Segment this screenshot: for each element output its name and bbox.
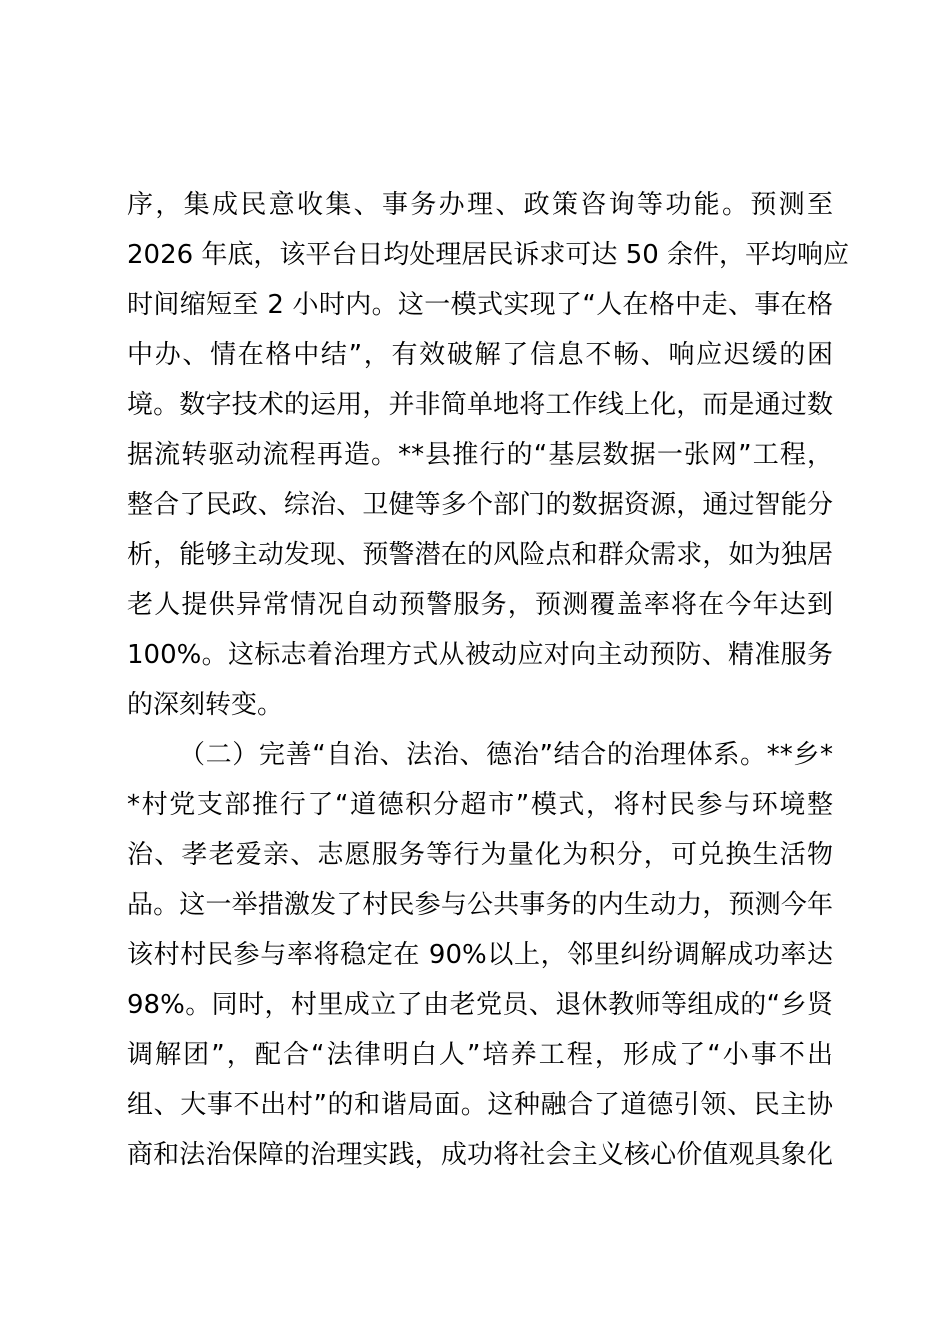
text-line: 品。这一举措激发了村民参与公共事务的内生动力，预测今年 [127,890,833,920]
text-line: 该村村民参与率将稳定在 90%以上，邻里纠纷调解成功率达 [127,940,833,970]
text-line: 组、大事不出村”的和谐局面。这种融合了道德引领、民主协 [127,1090,833,1120]
text-line: 2026 年底，该平台日均处理居民诉求可达 50 余件，平均响应 [127,240,850,270]
text-line: 境。数字技术的运用，并非简单地将工作线上化，而是通过数 [127,390,833,420]
text-line: 商和法治保障的治理实践，成功将社会主义核心价值观具象化 [127,1140,833,1170]
paragraph-digital-governance [127,180,850,730]
document-page [127,180,850,1180]
text-line: 治、孝老爱亲、志愿服务等行为量化为积分，可兑换生活物 [127,840,833,870]
text-line: 的深刻转变。 [127,690,284,720]
text-line: 析，能够主动发现、预警潜在的风险点和群众需求，如为独居 [127,540,833,570]
text-line: 据流转驱动流程再造。**县推行的“基层数据一张网”工程， [127,440,833,470]
text-line: *村党支部推行了“道德积分超市”模式，将村民参与环境整 [127,790,833,820]
text-line: 98%。同时，村里成立了由老党员、退休教师等组成的“乡贤 [127,990,833,1020]
section-heading-line: （二）完善“自治、法治、德治”结合的治理体系。**乡* [179,740,833,770]
text-line: 整合了民政、综治、卫健等多个部门的数据资源，通过智能分 [127,490,833,520]
text-line: 中办、情在格中结”，有效破解了信息不畅、响应迟缓的困 [127,340,833,370]
paragraph-governance-system [127,730,833,1180]
text-line: 100%。这标志着治理方式从被动应对向主动预防、精准服务 [127,640,833,670]
text-line: 时间缩短至 2 小时内。这一模式实现了“人在格中走、事在格 [127,290,833,320]
text-line: 序，集成民意收集、事务办理、政策咨询等功能。预测至 [127,190,833,220]
text-line: 调解团”，配合“法律明白人”培养工程，形成了“小事不出 [127,1040,833,1070]
text-line: 老人提供异常情况自动预警服务，预测覆盖率将在今年达到 [127,590,833,620]
